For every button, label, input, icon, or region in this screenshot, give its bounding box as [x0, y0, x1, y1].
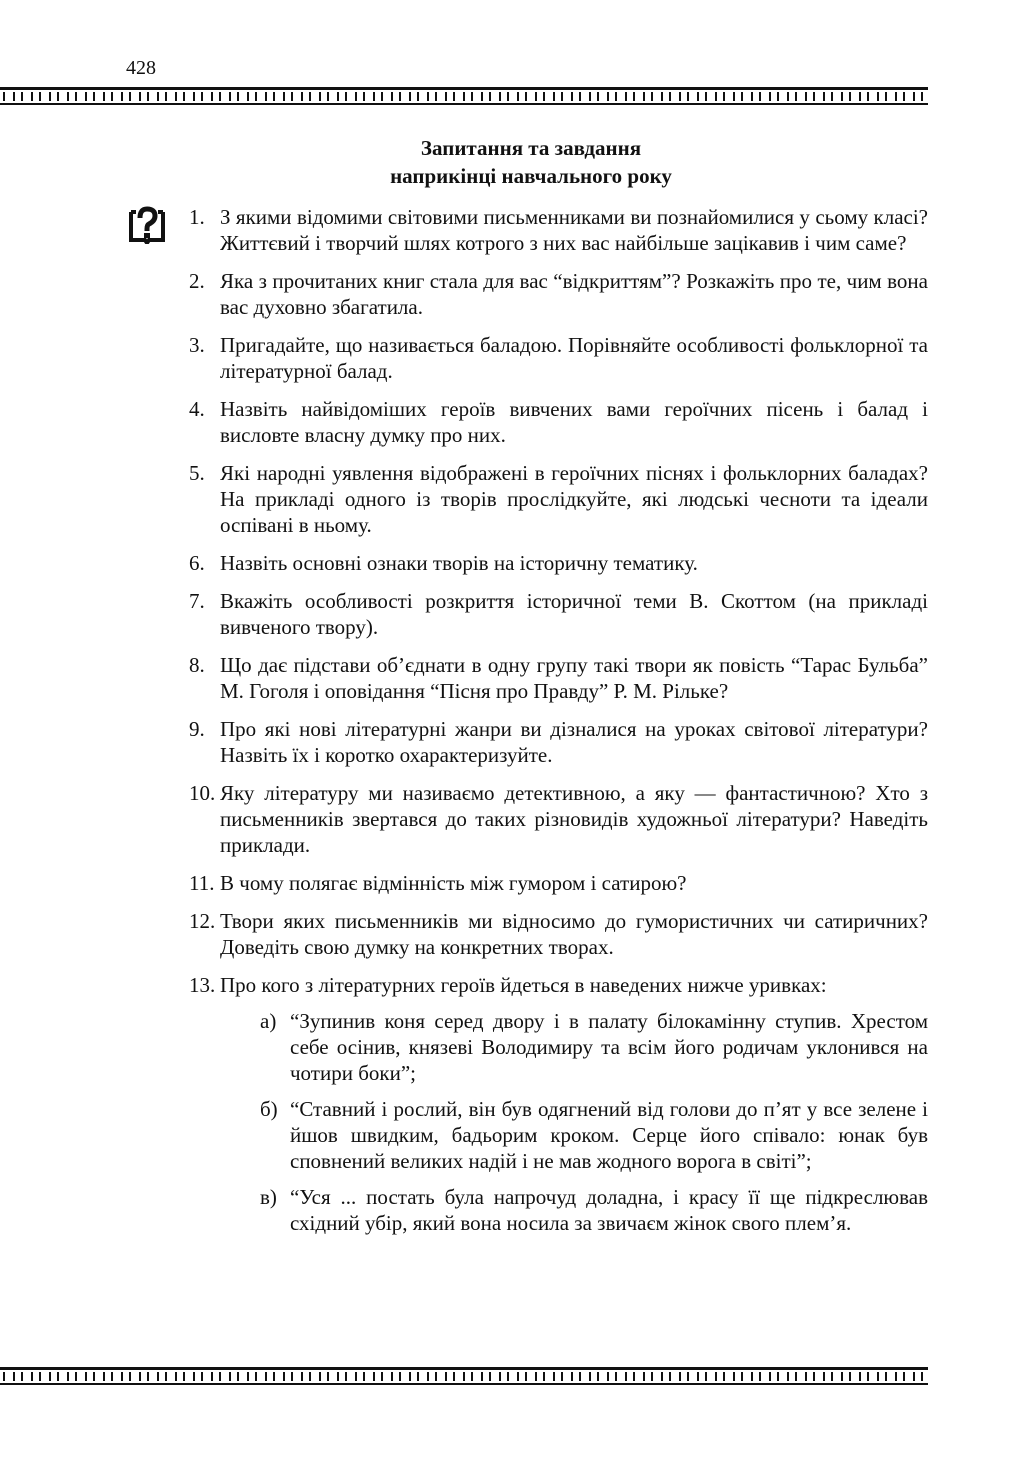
question-text: В чому полягає відмінність між гумором і сатирою? — [220, 871, 687, 895]
question-text: З якими відомими світовими письменниками ви познайомилися у сьому класі? Життєвий і творчий шлях котрого з них вас найбільше зацікавив і чим саме? — [220, 205, 928, 255]
question-number: 1. — [189, 205, 205, 229]
excerpt-item — [260, 1096, 928, 1174]
question-number: 2. — [189, 269, 205, 293]
question-item — [189, 780, 928, 858]
question-number: 13. — [189, 973, 216, 997]
question-item — [189, 268, 928, 320]
title-line-1: Запитання та завдання — [420, 136, 642, 160]
question-item — [189, 870, 928, 896]
section-title — [300, 134, 762, 190]
question-number: 3. — [189, 333, 205, 357]
excerpt-text: “Зупинив коня серед двору і в палату білокамінну ступив. Хрестом себе осінив, князеві Володимиру та всім його родичам уклонився на чотири боки”; — [290, 1009, 928, 1085]
excerpt-item — [260, 1008, 928, 1086]
question-text: Які народні уявлення відображені в героїчних піснях і фольклорних баладах? На прикладі одного із творів прослідкуйте, які людські чесноти та ідеали оспівані в ньому. — [220, 461, 928, 537]
question-number: 5. — [189, 461, 205, 485]
question-text: Назвіть найвідоміших героїв вивчених вами героїчних пісень і балад і висловте власну думку про них. — [220, 397, 928, 447]
question-text: Про кого з літературних героїв йдеться в наведених нижче уривках: — [220, 973, 827, 997]
excerpt-item — [260, 1184, 928, 1236]
excerpt-list — [260, 1008, 928, 1236]
question-item — [189, 460, 928, 538]
excerpt-label: а) — [260, 1009, 277, 1033]
title-line-2: наприкінці навчального року — [390, 164, 672, 188]
ornamental-border-bottom — [0, 1367, 928, 1385]
question-item — [189, 550, 928, 576]
page-number: 428 — [126, 57, 156, 79]
question-item — [189, 588, 928, 640]
question-number: 12. — [189, 909, 216, 933]
question-number: 10. — [189, 781, 216, 805]
question-number: 6. — [189, 551, 205, 575]
question-text: Пригадайте, що називається баладою. Порівняйте особливості фольклорної та літературної балад. — [220, 333, 928, 383]
question-item — [189, 332, 928, 384]
question-text: Назвіть основні ознаки творів на історичну тематику. — [220, 551, 698, 575]
question-item — [189, 204, 928, 256]
excerpt-label: б) — [260, 1097, 278, 1121]
question-item — [189, 716, 928, 768]
question-number: 11. — [189, 871, 215, 895]
question-number: 8. — [189, 653, 205, 677]
question-text: Що дає підстави об’єднати в одну групу такі твори як повість “Тарас Бульба” М. Гоголя і оповідання “Пісня про Правду” Р. М. Рільке? — [220, 653, 928, 703]
excerpt-label: в) — [260, 1185, 277, 1209]
question-text: Твори яких письменників ми відносимо до гумористичних чи сатиричних? Доведіть свою думку на конкретних творах. — [220, 909, 928, 959]
question-text: Про які нові літературні жанри ви дізналися на уроках світової літератури? Назвіть їх і коротко охарактеризуйте. — [220, 717, 928, 767]
question-number: 7. — [189, 589, 205, 613]
question-text: Яка з прочитаних книг стала для вас “відкриттям”? Розкажіть про те, чим вона вас духовно збагатила. — [220, 269, 928, 319]
question-item — [189, 972, 928, 1236]
question-item — [189, 396, 928, 448]
excerpt-text: “Ставний і рослий, він був одягнений від голови до п’ят у все зелене і йшов швидким, бадьорим кроком. Серце його співало: юнак був сповнений великих надій і не мав жодного ворога в світі”; — [290, 1097, 928, 1173]
ornamental-border-top — [0, 87, 928, 105]
question-number: 9. — [189, 717, 205, 741]
question-number: 4. — [189, 397, 205, 421]
question-item — [189, 652, 928, 704]
question-text: Вкажіть особливості розкриття історичної теми В. Скоттом (на прикладі вивченого твору). — [220, 589, 928, 639]
question-book-icon — [128, 206, 166, 244]
question-text: Яку літературу ми називаємо детективною, а яку — фантастичною? Хто з письменників звертався до таких різновидів художньої літератури? Наведіть приклади. — [220, 781, 928, 857]
question-item — [189, 908, 928, 960]
excerpt-text: “Уся ... постать була напрочуд доладна, і красу її ще підкреслював східний убір, який вона носила за звичаєм жінок свого плем’я. — [290, 1185, 928, 1235]
question-list — [189, 204, 928, 1248]
